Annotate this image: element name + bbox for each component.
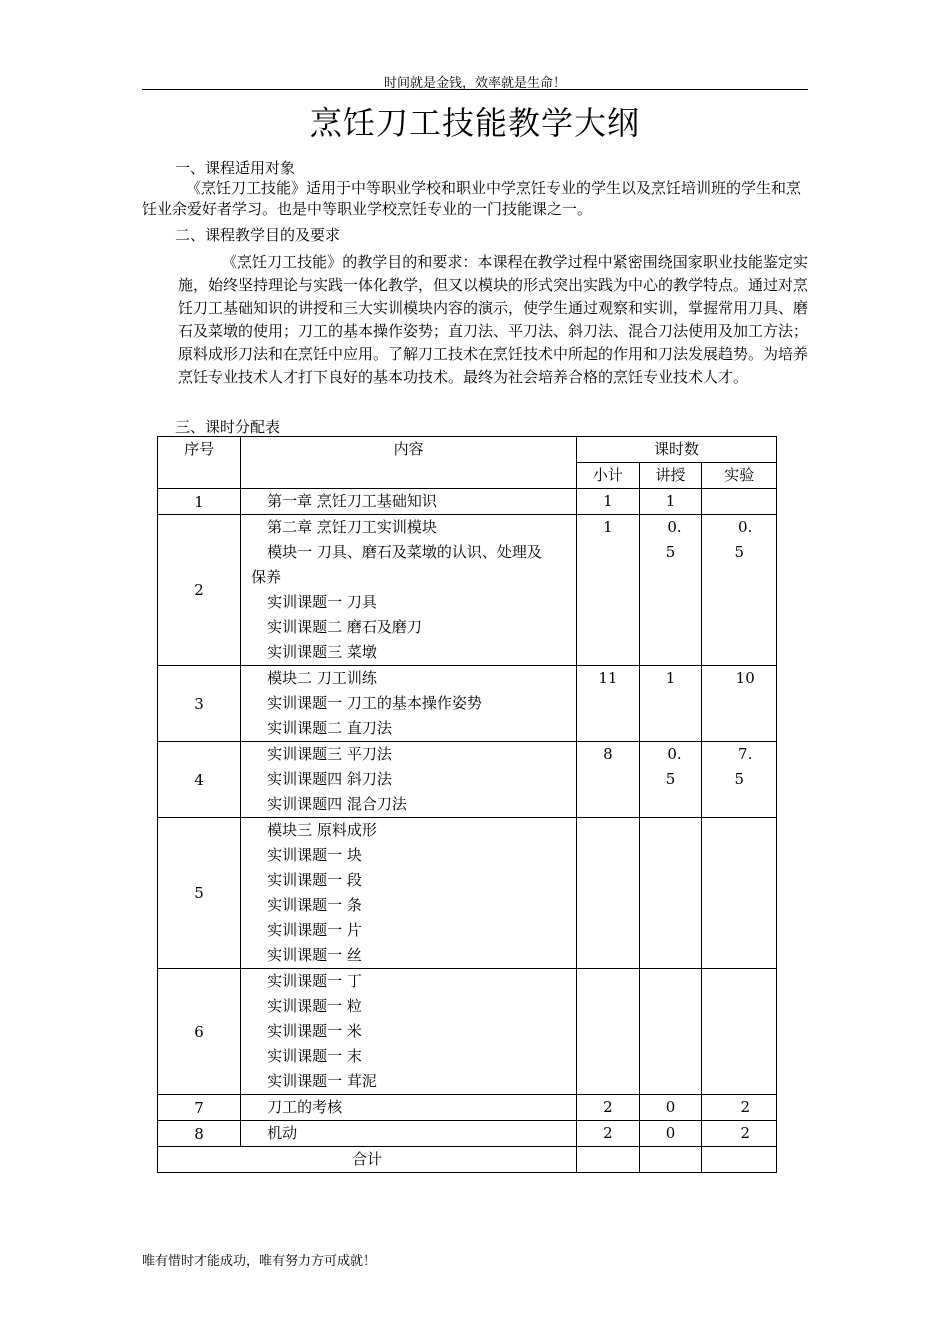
row-lab [702, 818, 777, 969]
row-lecture: 0 [639, 1095, 702, 1121]
row-no: 3 [158, 666, 241, 742]
table-total-row [158, 1147, 777, 1173]
row-content: 实训课题一 丁 实训课题一 粒 实训课题一 米 实训课题一 末 实训课题一 茸泥 [241, 969, 577, 1095]
table-row [158, 515, 777, 666]
row-content: 模块三 原料成形 实训课题一 块 实训课题一 段 实训课题一 条 实训课题一 片 实训课题一 丝 [241, 818, 577, 969]
table-row [158, 969, 777, 1095]
row-content: 第一章 烹饪刀工基础知识 [267, 492, 437, 510]
row-lab: 10 [702, 666, 777, 742]
row-lab: 7. 5 [702, 742, 777, 818]
row-no: 7 [158, 1095, 241, 1121]
row-subtotal: 11 [577, 666, 640, 742]
row-lecture [639, 969, 702, 1095]
total-lecture [639, 1147, 702, 1173]
total-lab [702, 1147, 777, 1173]
row-content: 模块二 刀工训练 实训课题一 刀工的基本操作姿势 实训课题二 直刀法 [241, 666, 577, 742]
row-subtotal: 8 [577, 742, 640, 818]
table-row [158, 1121, 777, 1147]
row-content: 实训课题三 平刀法 实训课题四 斜刀法 实训课题四 混合刀法 [241, 742, 577, 818]
hours-table [157, 436, 777, 1173]
table-row [158, 666, 777, 742]
document-title: 烹饪刀工技能教学大纲 [309, 104, 640, 142]
table-row [158, 742, 777, 818]
row-no: 4 [158, 742, 241, 818]
row-content: 刀工的考核 [267, 1098, 343, 1116]
section1-heading: 一、课程适用对象 [175, 159, 296, 177]
page-footer: 唯有惜时才能成功，唯有努力方可成就！ [142, 1254, 377, 1269]
header-content: 内容 [241, 437, 577, 489]
row-subtotal [577, 969, 640, 1095]
row-lecture: 1 [639, 489, 702, 515]
header-lecture: 讲授 [639, 463, 702, 489]
header-no: 序号 [158, 437, 241, 489]
row-lab: 0. 5 [702, 515, 777, 666]
page-header: 时间就是金钱，效率就是生命！ [383, 76, 566, 91]
row-no: 1 [158, 489, 241, 515]
section3-heading: 三、课时分配表 [175, 418, 281, 436]
header-rule [142, 89, 808, 90]
row-subtotal: 2 [577, 1095, 640, 1121]
row-lecture: 0. 5 [639, 515, 702, 666]
section2-body: 《烹饪刀工技能》的教学目的和要求：本课程在教学过程中紧密围绕国家职业技能鉴定实施，始终坚持理论与实践一体化教学，但又以模块的形式突出实践为中心的教学特点。通过对烹饪刀工基础知识的讲授和三大实训模块内容的演示，使学生通过观察和实训，掌握常用刀具、磨石及菜墩的使用；刀工的基本操作姿势；直刀法、平刀法、斜刀法、混合刀法使用及加工方法；原料成形刀法和在烹饪中应用。了解刀工技术在烹饪技术中所起的作用和刀法发展趋势。为培养烹饪专业技术人才打下良好的基本功技术。最终为社会培养合格的烹饪专业技术人才。 [178, 253, 809, 386]
row-lab: 2 [702, 1121, 777, 1147]
table-row [158, 1095, 777, 1121]
row-no: 2 [158, 515, 241, 666]
table-row [158, 818, 777, 969]
row-content: 第二章 烹饪刀工实训模块 模块一 刀具、磨石及菜墩的认识、处理及 保养 实训课题一 刀具 实训课题二 磨石及磨刀 实训课题三 菜墩 [241, 515, 577, 666]
total-label: 合计 [352, 1150, 383, 1168]
row-lecture [639, 818, 702, 969]
section2-heading: 二、课程教学目的及要求 [175, 226, 341, 244]
total-subtotal [577, 1147, 640, 1173]
row-lecture: 1 [639, 666, 702, 742]
table-row [158, 489, 777, 515]
row-no: 8 [158, 1121, 241, 1147]
row-lecture: 0 [639, 1121, 702, 1147]
row-lecture: 0. 5 [639, 742, 702, 818]
header-hours: 课时数 [577, 437, 777, 463]
row-subtotal: 1 [577, 515, 640, 666]
section1-body: 《烹饪刀工技能》适用于中等职业学校和职业中学烹饪专业的学生以及烹饪培训班的学生和烹饪业余爱好者学习。也是中等职业学校烹饪专业的一门技能课之一。 [142, 179, 802, 218]
row-subtotal: 1 [577, 489, 640, 515]
row-lab: 2 [702, 1095, 777, 1121]
header-lab: 实验 [702, 463, 777, 489]
row-lab [702, 489, 777, 515]
row-subtotal [577, 818, 640, 969]
header-subtotal: 小计 [577, 463, 640, 489]
row-lab [702, 969, 777, 1095]
row-subtotal: 2 [577, 1121, 640, 1147]
row-content: 机动 [267, 1124, 298, 1142]
row-no: 6 [158, 969, 241, 1095]
row-no: 5 [158, 818, 241, 969]
